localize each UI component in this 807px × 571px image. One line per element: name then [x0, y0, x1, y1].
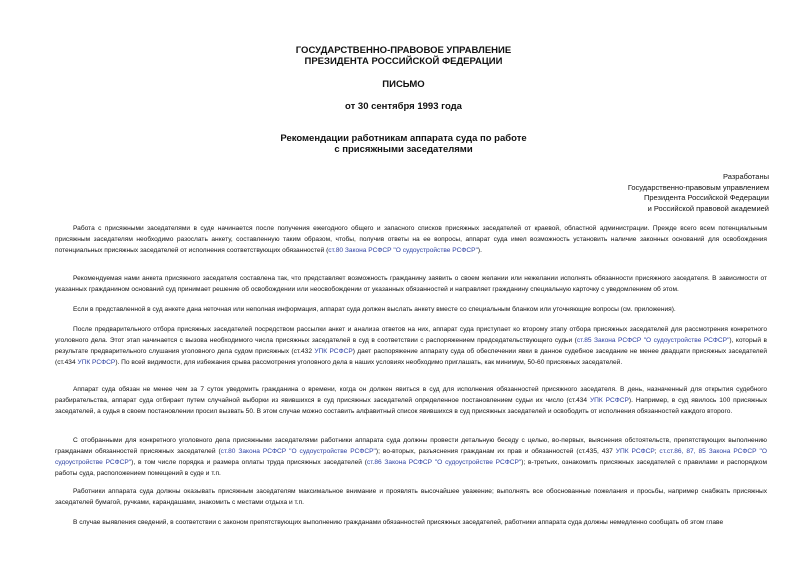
document-title-line2: с присяжными заседателями: [334, 144, 473, 155]
link-upk-rsfsr[interactable]: УПК РСФСР: [589, 396, 629, 404]
paragraph-8: В случае выявления сведений, в соответствии с законом препятствующих выполнению гражданами обязанностей присяжных заседателей, работники аппарата суда должны немедленно сообщать об этом главе: [73, 519, 724, 526]
authors-line2: Государственно-правовым управлением: [627, 182, 769, 192]
link-upk-rsfsr[interactable]: УПК РСФСР: [314, 347, 353, 355]
paragraph-4: После предварительного отбора присяжных заседателей посредством рассылки анкет и анализа ответов на них, аппарат суда приступает ко второму этапу отбора присяжных заседателей для рассмотрения конкретного уголовного дела. Этот этап начинается с вызова необходимого числа присяжных заседателей в суд в соответствии с распоряжением председательствующего судьи (ст.85 Закона РСФСР "О судоустройстве РСФСР"), который в результате предварительного слушания уголовного дела судом присяжных (ст.432 УПК РСФСР) дает распоряжение аппарату суда об обеспечении явки в данное судебное заседание не менее двадцати присяжных заседателей (ст.434 УПК РСФСР). По всей видимости, для избежания срыва рассмотрения уголовного дела в наших условиях необходимо приглашать, как минимум, 50-60 присяжных заседателей.: [55, 326, 768, 366]
authors-block: [628, 172, 769, 214]
document-type: ПИСЬМО: [382, 79, 425, 90]
link-upk-rsfsr[interactable]: УПК РСФСР: [77, 358, 116, 366]
paragraph-6: С отобранными для конкретного уголовного дела присяжными заседателями работники аппарата суда должны провести детальную беседу с целью, во-первых, выяснения обстоятельств, препятствующих выполнению гражданами обязанностей присяжных заседателей (ст.80 Закона РСФСР "О судоустройстве РСФСР"); во-вторых, разъяснения гражданам их прав и обязанностей (ст.435, 437 УПК РСФСР; ст.ст.86, 87, 85 Закона РСФСР "О судоустройстве РСФСР"), в том числе порядка и размера оплаты труда присяжных заседателей (ст.86 Закона РСФСР "О судоустройстве РСФСР"); в-третьих, ознакомить присяжных заседателей с правилами и распорядком работы суда, расположением помещений в суде и т.п.: [55, 437, 768, 477]
paragraph-3: Если в представленной в суд анкете дана неточная или неполная информация, аппарат суда должен выслать анкету вместе со специальным бланком или уточняющие вопросы (см. приложения).: [73, 306, 676, 313]
authors-line4: и Российской правовой академией: [647, 203, 769, 213]
document-date: от 30 сентября 1993 года: [345, 101, 462, 112]
authors-line3: Президента Российской Федерации: [643, 193, 769, 202]
paragraph-7: Работники аппарата суда должны оказывать присяжным заседателям максимальное внимание и проявлять высочайшее уважение; выполнять все обоснованные пожелания и просьбы, например снабжать присяжных заседателей бумагой, ручками, карандашами, знакомить с местами отдыха и т.п.: [55, 488, 767, 506]
authors-line1: Разработаны: [723, 172, 769, 181]
document-title-line1: Рекомендации работникам аппарата суда по работе: [280, 133, 527, 144]
link-law-art86[interactable]: ст.86 Закона РСФСР "О судоустройстве РСФСР": [366, 458, 522, 466]
paragraph-2: Рекомендуемая нами анкета присяжного заседателя составлена так, что представляет возможность гражданину заявить о своем желании или нежелании исполнять обязанности присяжного заседателя. В зависимости от указанных гражданином оснований суд принимает решение об освобождении или неосвобождении от указанных обязанностей и направляет гражданину специальную карточку с уведомлением об этом.: [55, 275, 767, 293]
org-name-line1: ГОСУДАРСТВЕННО-ПРАВОВОЕ УПРАВЛЕНИЕ: [295, 45, 512, 56]
link-law-art80[interactable]: ст.80 Закона РСФСР "О судоустройстве РСФСР": [328, 246, 478, 254]
paragraph-1: Работа с присяжными заседателями в суде начинается после получения ежегодного общего и запасного списков присяжных заседателей от краевой, областной администрации. Прежде всего всем потенциальным присяжным заседателям необходимо разослать анкету, составленную таким образом, чтобы, получив ответы на ее вопросы, аппарат суда имел возможность установить наличие законных оснований для освобождения потенциальных присяжных заседателей от исполнения соответствующих обязанностей (ст.80 Закона РСФСР "О судоустройстве РСФСР").: [55, 225, 767, 254]
org-name-line2: ПРЕЗИДЕНТА РОССИЙСКОЙ ФЕДЕРАЦИИ: [304, 56, 503, 67]
paragraph-5: Аппарат суда обязан не менее чем за 7 суток уведомить гражданина о времени, когда он должен явиться в суд для исполнения обязанностей присяжного заседателя. В день, назначенный для открытия судебного разбирательства, аппарат суда отбирает путем случайной выборки из явившихся в суд присяжных заседателей определенное постановлением судьи их число (ст.434 УПК РСФСР). Например, в суд явилось 100 присяжных заседателей, а судья в своем постановлении просил вызвать 50. В этом случае можно составить алфавитный список явившихся в суд присяжных заседателей и освободить от исполнения обязанностей каждого второго.: [55, 386, 768, 415]
link-law-art85[interactable]: ст.85 Закона РСФСР "О судоустройстве РСФСР": [576, 336, 730, 344]
link-law-art80[interactable]: ст.80 Закона РСФСР "О судоустройстве РСФСР": [220, 447, 376, 455]
link-upk-rsfsr[interactable]: УПК РСФСР: [615, 447, 655, 455]
link-law-art86-87-85[interactable]: ст.ст.86, 87, 85 Закона РСФСР "О судоустройстве РСФСР": [55, 447, 768, 466]
